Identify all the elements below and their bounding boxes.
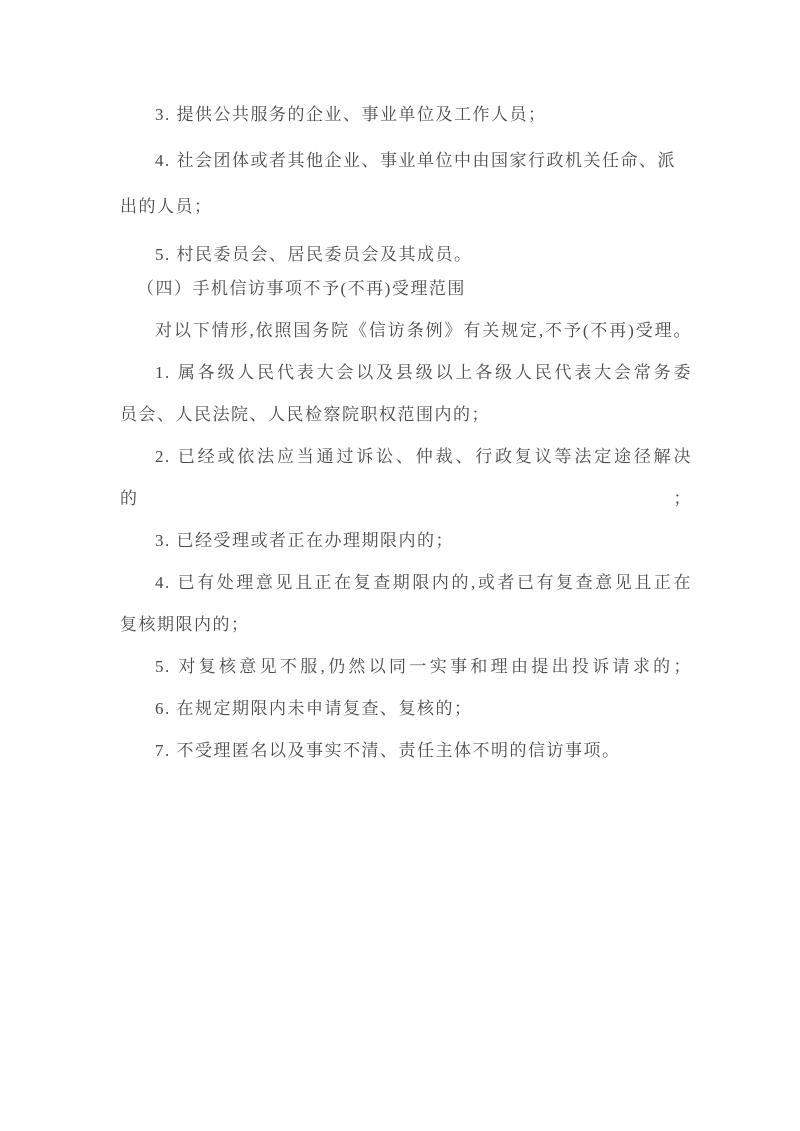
exclusion-item-4-line-2: 复核期限内的； [120,615,250,634]
exclusion-item-4-line-1: 4. 已有处理意见且正在复查期限内的,或者已有复查意见且正在 [155,573,692,592]
exclusion-item-5: 5. 对复核意见不服,仍然以同一实事和理由提出投诉请求的； [155,657,692,676]
list-item-4-line-1: 4. 社会团体或者其他企业、事业单位中由国家行政机关任命、派 [155,151,676,170]
intro-paragraph: 对以下情形,依照国务院《信访条例》有关规定,不予(不再)受理。 [155,321,692,340]
exclusion-item-3: 3. 已经受理或者正在办理期限内的； [155,531,454,550]
exclusion-item-2: 2. 已经或依法应当通过诉讼、仲裁、行政复议等法定途径解决的； [120,447,692,508]
exclusion-item-1-line-2: 员会、人民法院、人民检察院职权范围内的； [120,405,490,424]
list-item-3: 3. 提供公共服务的企业、事业单位及工作人员； [155,105,547,124]
exclusion-item-7: 7. 不受理匿名以及事实不清、责任主体不明的信访事项。 [155,741,621,760]
exclusion-item-1-line-1: 1. 属各级人民代表大会以及县级以上各级人民代表大会常务委 [155,363,692,382]
list-item-4-line-2: 出的人员； [120,197,213,216]
exclusion-item-6: 6. 在规定期限内未申请复查、复核的； [155,699,473,718]
document-body [120,94,692,772]
section-heading-4: （四）手机信访事项不予(不再)受理范围 [137,279,466,298]
list-item-5: 5. 村民委员会、居民委员会及其成员。 [155,245,473,264]
